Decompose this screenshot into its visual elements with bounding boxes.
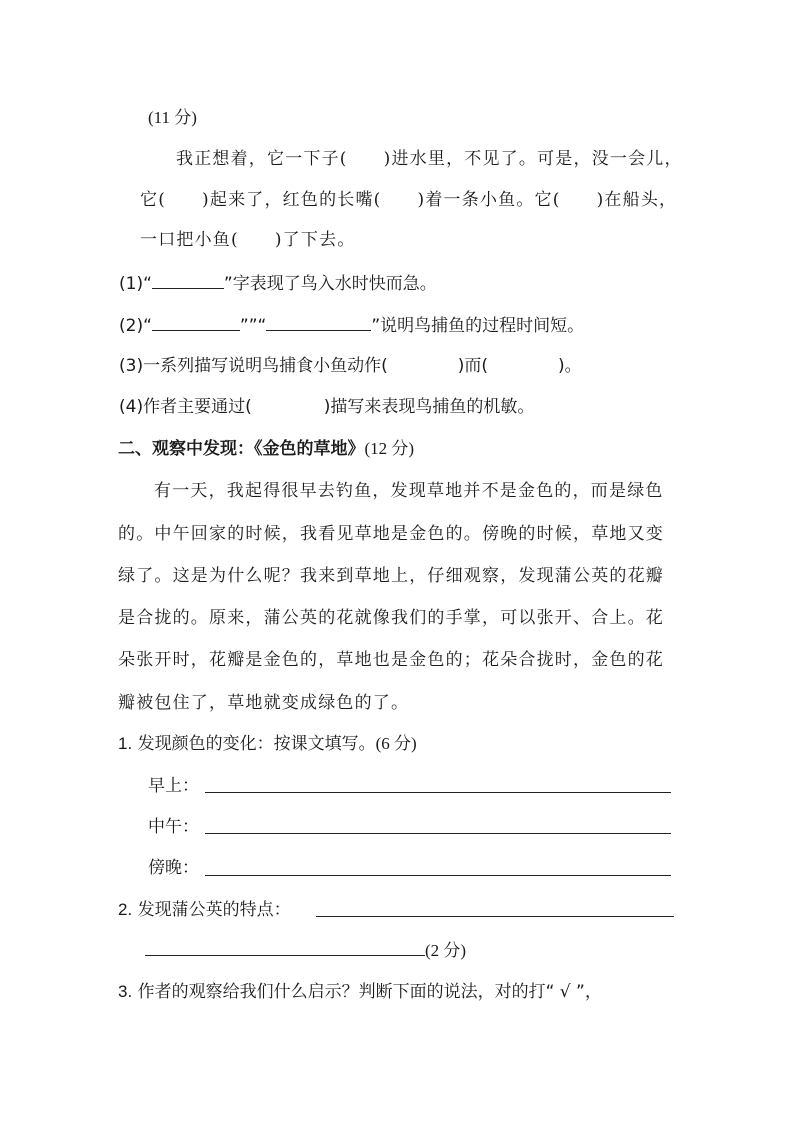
question-score: (6 分) <box>375 734 417 753</box>
passage-text: 它( <box>140 190 167 210</box>
passage2-line6: 瓣被包住了，草地就变成绿色的了。 <box>118 693 410 713</box>
field-label: 中午： <box>148 817 199 837</box>
question-2-3 <box>118 981 602 1003</box>
question-2-2-cont <box>145 939 466 962</box>
question-2-1 <box>118 733 417 755</box>
question-1-2 <box>119 314 584 337</box>
question-text: ””“ <box>239 316 267 336</box>
question-text: 发现蒲公英的特点： <box>137 900 291 920</box>
question-text: ”说明鸟捕鱼的过程时间短。 <box>371 316 585 336</box>
field-evening <box>148 857 199 879</box>
question-text: (1)“ <box>119 274 152 294</box>
passage2-line4: 是合拢的。原来，蒲公英的花就像我们的手掌，可以张开、合上。花 <box>118 608 664 628</box>
question-text: (4)作者主要通过( <box>119 397 252 417</box>
passage-text: )起来了，红色的长嘴( <box>202 190 382 210</box>
passage1-line3 <box>140 229 355 251</box>
field-morning <box>148 775 199 797</box>
question-score: (2 分) <box>425 941 467 960</box>
question-number: 2. <box>118 900 133 919</box>
section2-heading <box>118 438 414 460</box>
question-text: )描写来表现鸟捕鱼的机敏。 <box>323 397 535 417</box>
passage2-line1: 有一天，我起得很早去钓鱼，发现草地并不是金色的，而是绿色 <box>154 481 664 501</box>
section-score: (12 分) <box>364 439 415 458</box>
answer-line[interactable] <box>152 314 240 331</box>
passage-text: )在船头， <box>596 190 678 210</box>
morning-answer-line[interactable] <box>205 792 671 793</box>
question-text: (3)一系列描写说明鸟捕食小鱼动作( <box>119 356 388 376</box>
question-1-3 <box>119 355 582 377</box>
field-label: 早上： <box>148 776 199 796</box>
question-number: 3. <box>118 982 133 1001</box>
passage-text: 一口把小鱼( <box>140 230 239 250</box>
question-1-1 <box>119 272 437 295</box>
passage2-line2: 的。中午回家的时候，我看见草地是金色的。傍晚的时候，草地又变 <box>118 524 664 544</box>
passage2-line5: 朵张开时，花瓣是金色的，草地也是金色的；花朵合拢时，金色的花 <box>118 650 664 670</box>
question-2-2 <box>118 899 291 921</box>
noon-answer-line[interactable] <box>205 833 671 834</box>
answer-line[interactable] <box>266 314 371 331</box>
feature-answer-line-1[interactable] <box>316 916 674 917</box>
passage-text: )着一条小鱼。它( <box>417 190 561 210</box>
question-text: )而( <box>457 356 488 376</box>
field-noon <box>148 816 199 838</box>
question-text: ”字表现了鸟入水时快而急。 <box>223 274 437 294</box>
answer-line[interactable] <box>152 272 224 289</box>
passage-text: )了下去。 <box>274 230 356 250</box>
passage1-line1 <box>176 148 683 170</box>
passage-text: 我正想着，它一下子( <box>176 149 348 169</box>
question-1-4 <box>119 396 534 418</box>
question-number: 1. <box>118 734 133 753</box>
question-text: (2)“ <box>119 316 152 336</box>
question-text: )。 <box>557 356 582 376</box>
feature-answer-line-2[interactable] <box>145 939 425 956</box>
passage1-line2 <box>140 189 677 211</box>
question-text: 发现颜色的变化：按课文填写。 <box>137 734 376 754</box>
field-label: 傍晚： <box>148 858 199 878</box>
evening-answer-line[interactable] <box>205 875 671 876</box>
passage-text: )进水里，不见了。可是，没一会儿， <box>383 149 683 169</box>
section1-score: (11 分) <box>148 108 197 127</box>
question-text: 作者的观察给我们什么启示？判断下面的说法，对的打“ √ ”， <box>137 982 602 1002</box>
section-title: 二、观察中发现：《金色的草地》 <box>118 439 365 459</box>
passage2-line3: 绿了。这是为什么呢？我来到草地上，仔细观察，发现蒲公英的花瓣 <box>118 566 664 586</box>
